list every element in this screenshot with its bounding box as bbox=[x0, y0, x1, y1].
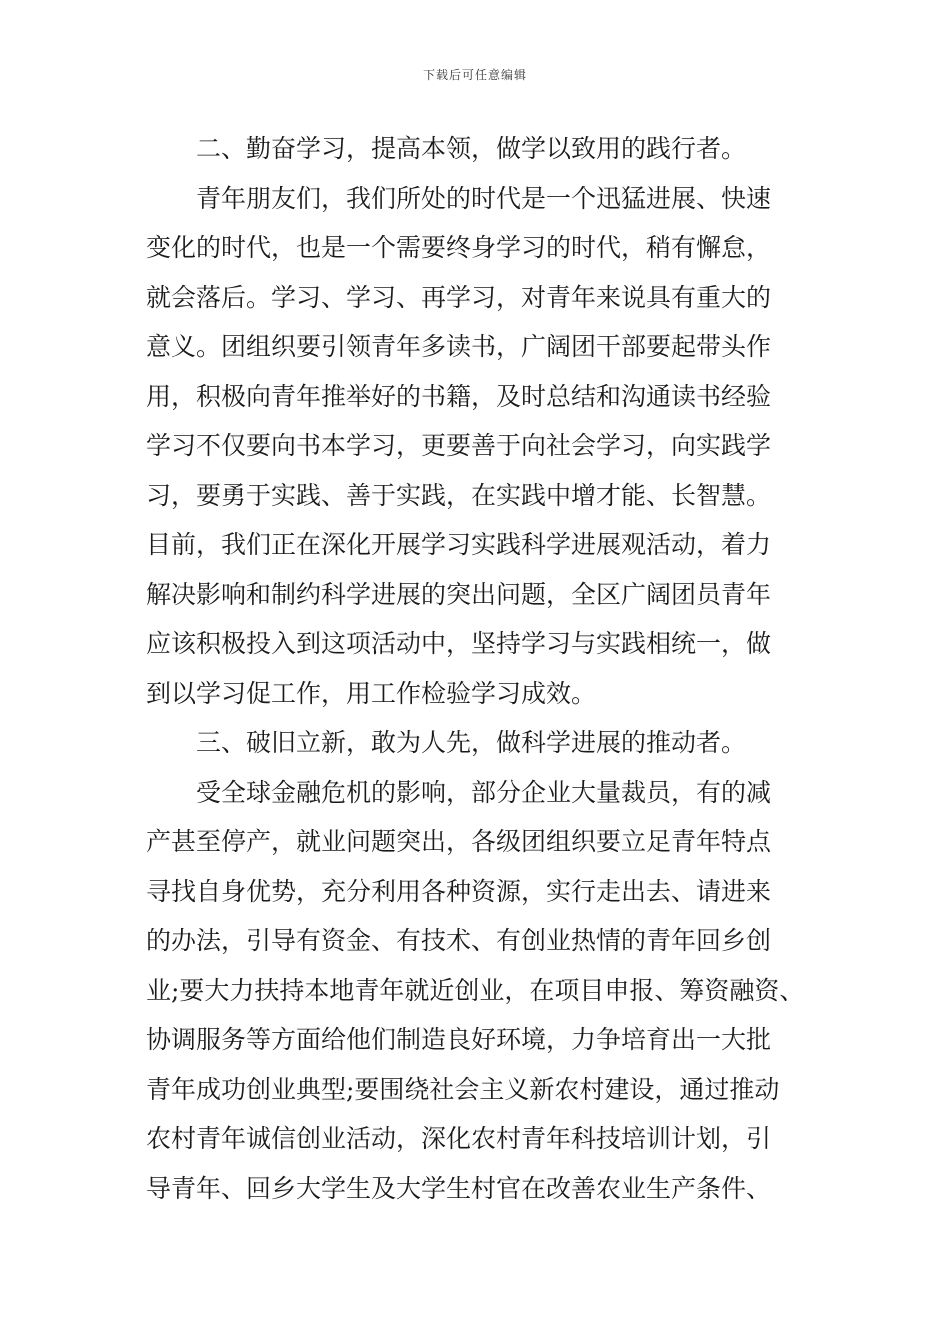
paragraph-line: 目前，我们正在深化开展学习实践科学进展观活动，着力 bbox=[146, 530, 772, 559]
paragraph-line: 习，要勇于实践、善于实践，在实践中增才能、长智慧。 bbox=[146, 480, 772, 510]
paragraph-line: 应该积极投入到这项活动中，坚持学习与实践相统一，做 bbox=[146, 629, 772, 658]
section-heading-2: 二、勤奋学习，提高本领，做学以致用的践行者。 bbox=[196, 134, 747, 163]
paragraph-line: 寻找自身优势，充分利用各种资源，实行走出去、请进来 bbox=[146, 876, 772, 906]
paragraph-line: 解决影响和制约科学进展的突出问题，全区广阔团员青年 bbox=[146, 579, 772, 609]
paragraph-line: 业;要大力扶持本地青年就近创业，在项目申报、筹资融资、 bbox=[146, 975, 805, 1005]
paragraph-line: 产甚至停产，就业问题突出，各级团组织要立足青年特点 bbox=[146, 827, 772, 856]
paragraph-line: 受全球金融危机的影响，部分企业大量裁员，有的减 bbox=[196, 777, 772, 807]
section-heading-3: 三、破旧立新，敢为人先，做科学进展的推动者。 bbox=[196, 728, 747, 757]
paragraph-line: 学习不仅要向书本学习，更要善于向社会学习，向实践学 bbox=[146, 431, 772, 460]
paragraph-line: 就会落后。学习、学习、再学习，对青年来说具有重大的 bbox=[146, 282, 772, 312]
page-header: 下载后可任意编辑 bbox=[422, 68, 527, 82]
paragraph-line: 到以学习促工作，用工作检验学习成效。 bbox=[146, 678, 597, 708]
paragraph-line: 农村青年诚信创业活动，深化农村青年科技培训计划，引 bbox=[146, 1124, 772, 1153]
paragraph-line: 意义。团组织要引领青年多读书，广阔团干部要起带头作 bbox=[146, 332, 772, 361]
document-body bbox=[146, 124, 816, 1213]
paragraph-line: 导青年、回乡大学生及大学生村官在改善农业生产条件、 bbox=[146, 1173, 772, 1203]
paragraph-line: 青年朋友们，我们所处的时代是一个迅猛进展、快速 bbox=[196, 183, 772, 213]
paragraph-line: 协调服务等方面给他们制造良好环境，力争培育出一大批 bbox=[146, 1025, 772, 1054]
paragraph-line: 用，积极向青年推举好的书籍，及时总结和沟通读书经验 bbox=[146, 381, 772, 411]
paragraph-line: 的办法，引导有资金、有技术、有创业热情的青年回乡创 bbox=[146, 926, 772, 955]
paragraph-line: 青年成功创业典型;要围绕社会主义新农村建设，通过推动 bbox=[146, 1074, 780, 1104]
paragraph-line: 变化的时代，也是一个需要终身学习的时代，稍有懈怠， bbox=[146, 233, 772, 262]
